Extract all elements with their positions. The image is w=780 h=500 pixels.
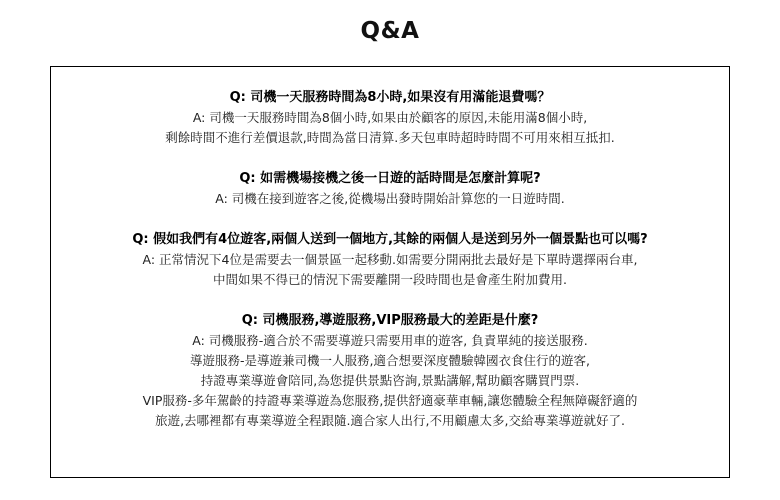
page-title: Q&A (360, 18, 420, 44)
qa-box (50, 66, 730, 478)
qa-item-2 (51, 169, 729, 209)
answer-line: A: 正常情況下4位是需要去一個景區一起移動.如需要分開兩批去最好是下單時選擇兩台車, (142, 252, 638, 267)
question: Q: 假如我們有4位遊客,兩個人送到一個地方,其餘的兩個人是送到另外一個景點也可以嗎? (132, 232, 648, 247)
qa-item-1 (51, 88, 729, 148)
answer-line: 旅遊,去哪裡都有專業導遊全程跟隨.適合家人出行,不用顧慮太多,交給專業導遊就好了. (155, 413, 625, 428)
qa-item-3 (51, 230, 729, 290)
answer-line: 持證專業導遊會陪同,為您提供景點咨詢,景點講解,幫助顧客購買門票. (200, 373, 580, 388)
answer-line: 中間如果不得已的情況下需要離開一段時間也是會產生附加費用. (213, 272, 567, 287)
answer-line: A: 司機服務-適合於不需要導遊只需要用車的遊客, 負責單純的接送服務. (192, 333, 588, 348)
answer-line: A: 司機在接到遊客之後,從機場出發時開始計算您的一日遊時間. (215, 191, 565, 206)
answer-line: 導遊服務-是導遊兼司機一人服務,適合想要深度體驗韓國衣食住行的遊客, (190, 353, 590, 368)
answer-line: A: 司機一天服務時間為8個小時,如果由於顧客的原因,未能用滿8個小時, (192, 110, 588, 125)
question: Q: 司機一天服務時間為8小時,如果沒有用滿能退費嗎？ (229, 90, 551, 105)
question: Q: 如需機場接機之後一日遊的話時間是怎麼計算呢? (239, 171, 541, 186)
qa-item-4 (51, 311, 729, 431)
question: Q: 司機服務,導遊服務,VIP服務最大的差距是什麼? (241, 313, 539, 328)
answer-line: 剩餘時間不進行差價退款,時間為當日清算.多天包車時超時時間不可用來相互抵扣. (165, 130, 615, 145)
answer-line: VIP服務-多年駕齡的持證專業導遊為您服務,提供舒適豪華車輛,讓您體驗全程無障礙舒適的 (142, 393, 638, 408)
